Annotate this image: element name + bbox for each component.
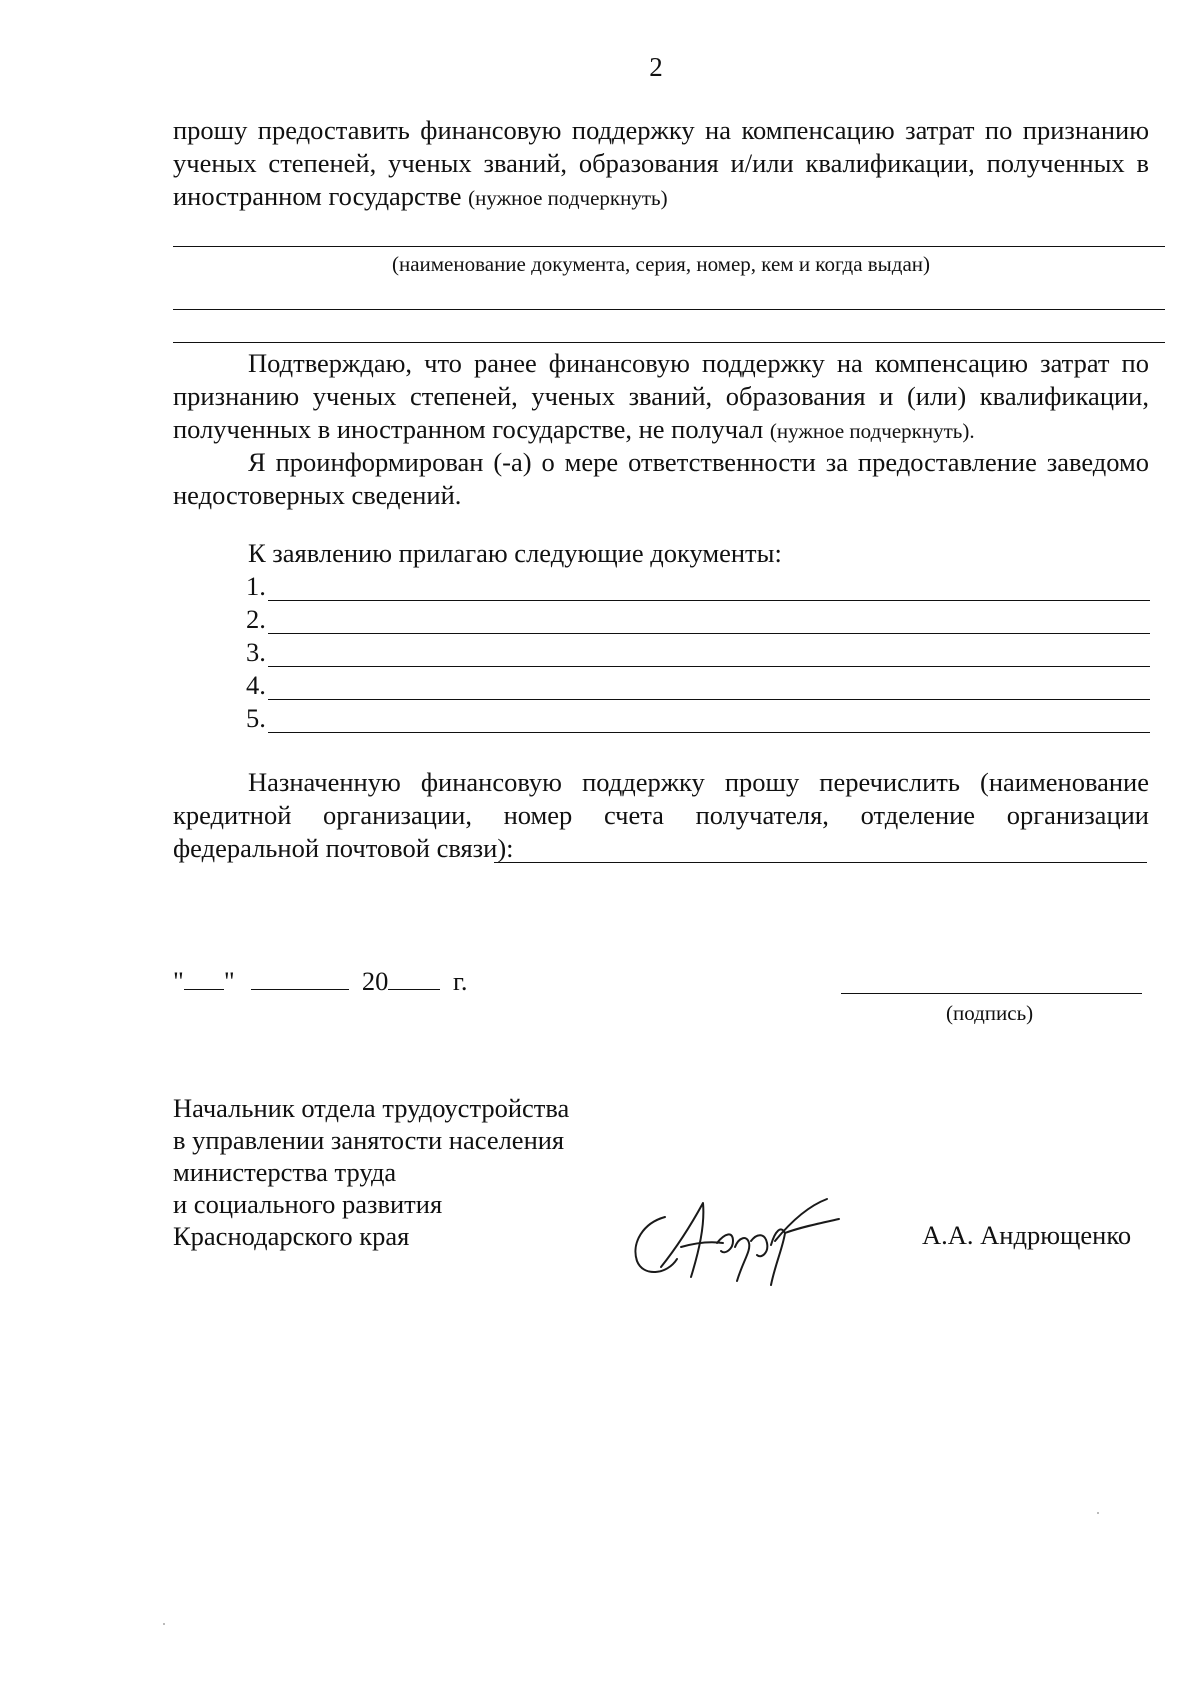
year-suffix: г. [453,966,468,996]
official-title-line: Начальник отдела трудоустройства [173,1093,570,1123]
request-text: прошу предоставить финансовую поддержку на компенсацию затрат по признанию ученых степеней, ученых званий, образования и/или квалификации, полученных в иностранном государстве [173,115,1149,211]
signature-line [841,993,1142,994]
confirm-text: Подтверждаю, что ранее финансовую поддержку на компенсацию затрат по признанию ученых степеней, ученых званий, образования и (или) квалификации, полученных в иностранном государстве, не получал [173,348,1149,444]
attachment-item [246,637,1150,669]
request-paragraph [173,114,1149,215]
signature-caption: (подпись) [946,1001,1034,1025]
transfer-paragraph [173,766,1149,865]
document-caption: (наименование документа, серия, номер, кем и когда выдан) [391,252,931,276]
month-blank [251,967,349,990]
official-title-line: Краснодарского края [173,1221,410,1251]
day-blank [184,967,224,990]
transfer-text: Назначенную финансовую поддержку прошу перечислить (наименование кредитной организации, номер счета получателя, отделение организации федеральной почтовой связи): [173,767,1149,863]
scan-speck [163,1623,165,1625]
attachment-line [268,666,1150,667]
attachment-item [246,670,1150,702]
year-prefix: 20 [361,966,389,996]
page-number: 2 [649,52,663,82]
official-title [173,1092,569,1252]
attachment-line [268,600,1150,601]
attachment-item [246,571,1150,603]
document-fill-line-1 [173,246,1165,247]
attachment-line [268,732,1150,733]
official-title-line: министерства труда [173,1157,397,1187]
attachment-item [246,604,1150,636]
attachment-number: 5. [246,703,266,733]
official-name: А.А. Андрющенко [922,1220,1132,1250]
confirm-paragraph [173,347,1149,448]
attachment-number: 3. [246,637,266,667]
attachment-line [268,633,1150,634]
attachment-number: 1. [246,571,266,601]
informed-paragraph: Я проинформирован (-а) о мере ответственности за предоставление заведомо недостоверных сведений. [173,447,1149,510]
official-title-line: в управлении занятости населения [173,1125,565,1155]
transfer-fill-line [494,862,1147,863]
date-quote-close: " [223,966,235,996]
official-title-line: и социального развития [173,1189,443,1219]
document-fill-line-3 [173,342,1165,343]
date-quote-open: " [173,966,184,996]
year-blank [388,967,440,990]
request-note: (нужное подчеркнуть) [468,186,668,210]
confirm-note: (нужное подчеркнуть). [769,419,975,443]
attachment-line [268,699,1150,700]
date-line [173,966,468,997]
scan-speck [1097,1512,1099,1514]
handwritten-signature-icon [625,1185,850,1295]
attachment-number: 4. [246,670,266,700]
attachments-heading: К заявлению прилагаю следующие документы: [248,538,782,568]
attachment-number: 2. [246,604,266,634]
document-fill-line-2 [173,309,1165,310]
attachment-item [246,703,1150,735]
